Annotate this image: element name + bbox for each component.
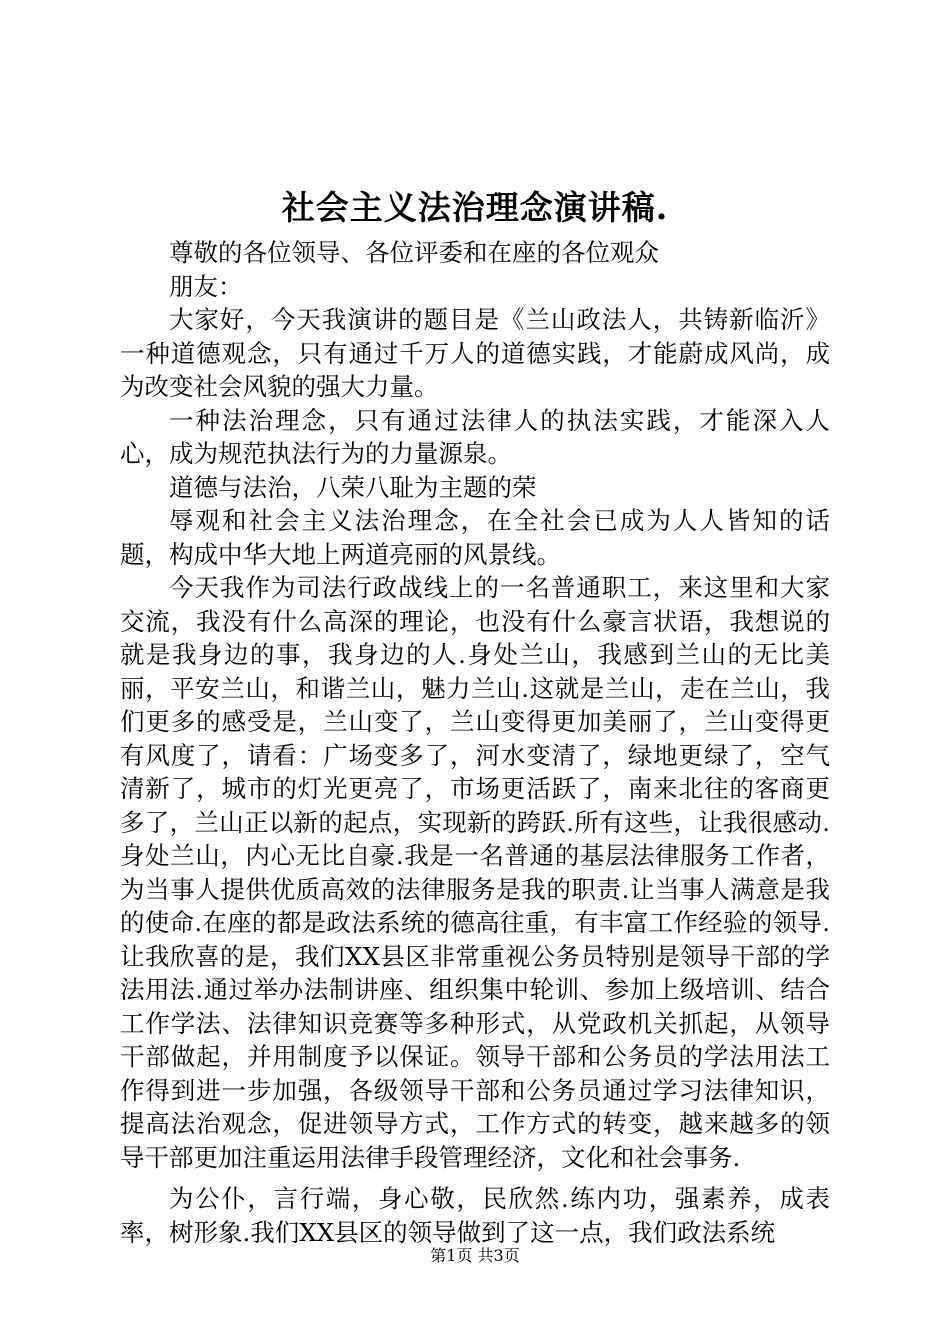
paragraph-servant: 为公仆，言行端，身心敬，民欣然.练内功，强素养，成表率，树形象.我们XX县区的领导做到了这一点，我们政法系统 — [120, 1184, 830, 1247]
paragraph-intro: 大家好，今天我演讲的题目是《兰山政法人，共铸新临沂》一种道德观念，只有通过千万人的道德实践，才能蔚成风尚，成为改变社会风貌的强大力量。 — [120, 305, 830, 401]
paragraph-salutation: 尊敬的各位领导、各位评委和在座的各位观众 — [169, 238, 659, 267]
paragraph-rule-of-law: 一种法治理念，只有通过法律人的执法实践，才能深入人心，成为规范执法行为的力量源泉。 — [120, 405, 830, 468]
paragraph-morality: 道德与法治，八荣八耻为主题的荣 — [169, 472, 537, 502]
paragraph-main: 今天我作为司法行政战线上的一名普通职工，来这里和大家交流，我没有什么高深的理论，也没有什么豪言状语，我想说的就是我身边的事，我身边的人.身处兰山，我感到兰山的无比美丽，平安兰山，和谐兰山，魅力兰山.这就是兰山，走在兰山，我们更多的感受是，兰山变了，兰山变得更加美丽了，兰山变得更有风度了，请看：广场变多了，河水变清了，绿地更绿了，空气清新了，城市的灯光更亮了，市场更活跃了，南来北往的客商更多了，兰山正以新的起点，实现新的跨跃.所有这些，让我很感动.身处兰山，内心无比自豪.我是一名普通的基层法律服务工作者，为当事人提供优质高效的法律服务是我的职责.让当事人满意是我的使命.在座的都是政法系统的德高往重，有丰富工作经验的领导.让我欣喜的是，我们XX县区非常重视公务员特别是领导干部的学法用法.通过举办法制讲座、组织集中轮训、参加上级培训、结合工作学法、法律知识竞赛等多种形式，从党政机关抓起，从领导干部做起，并用制度予以保证。领导干部和公务员的学法用法工作得到进一步加强，各级领导干部和公务员通过学习法律知识，提高法治观念，促进领导方式，工作方式的转变，越来越多的领导干部更加注重运用法律手段管理经济，文化和社会事务. — [120, 573, 830, 1172]
paragraph-honor: 辱观和社会主义法治理念，在全社会已成为人人皆知的话题，构成中华大地上两道亮丽的风景线。 — [120, 506, 830, 569]
page-footer: 第1页 共3页 — [430, 1246, 520, 1265]
document-title: 社会主义法治理念演讲稿. — [281, 188, 669, 227]
paragraph-salutation-cont: 朋友： — [169, 271, 243, 301]
document-body — [120, 236, 830, 1249]
